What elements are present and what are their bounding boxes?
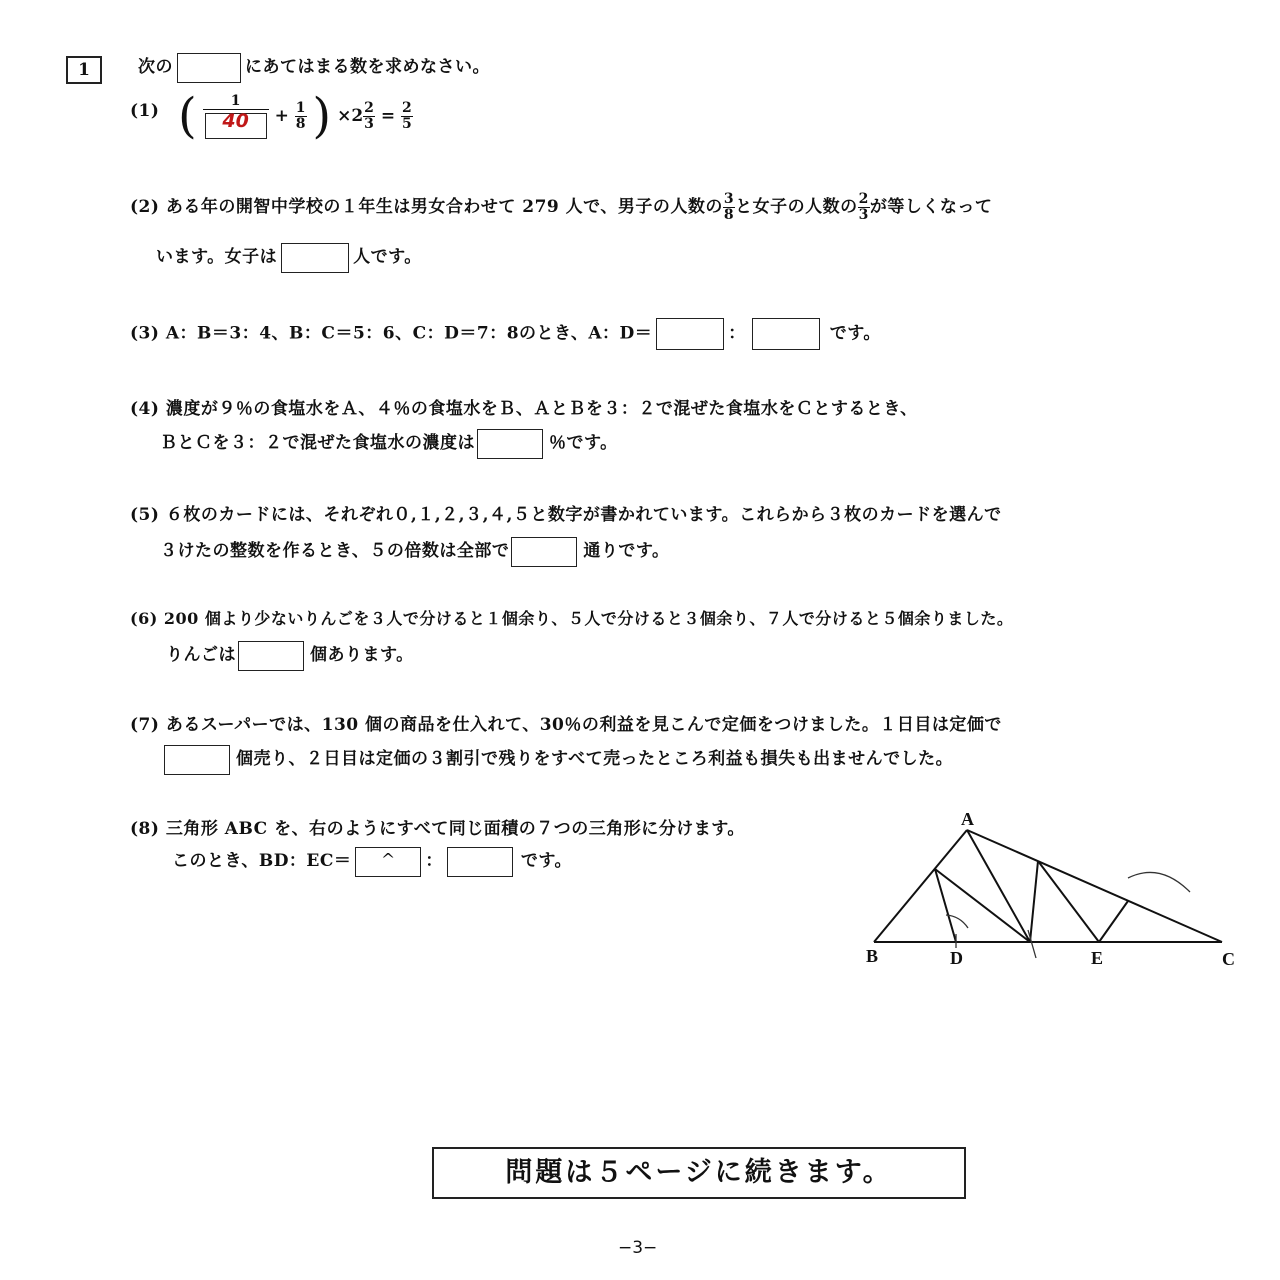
q6-label: (6) [130, 609, 158, 628]
q1-expression [178, 88, 413, 144]
q1-left-paren: ( [178, 88, 197, 144]
q4-answer-box [477, 429, 543, 459]
q2-fraction-a: $\frac{3}{8}$ [723, 191, 735, 223]
q7-answer-box [164, 745, 230, 775]
q7-line2: 個売り、２日目は定価の３割引で残りをすべて売ったところ利益も損失も出ませんでした。 [164, 744, 953, 775]
pencil-scribble-top [1128, 872, 1190, 892]
vertex-label-c: C [1222, 949, 1235, 969]
q1-fraction-1 [203, 94, 269, 139]
q6-answer-box [238, 641, 304, 671]
vertex-label-a: A [961, 809, 974, 829]
q1-handwritten-answer: 40 [222, 109, 249, 132]
q1-plus: + [274, 106, 289, 126]
q2-fraction-b: $\frac{2}{3}$ [858, 191, 869, 223]
segment-ab-pt-to-cut [935, 869, 1030, 942]
point-label-d: D [950, 948, 963, 968]
q8-line1: (8) 三角形 ABC を、右のようにすべて同じ面積の７つの三角形に分けます。 [130, 819, 745, 839]
q1-label: (1) [130, 101, 160, 121]
q1-answer-box [205, 109, 267, 139]
pencil-tick-cut [1028, 930, 1036, 958]
q8-pencil-mark: ^ [381, 849, 396, 870]
q1-frac1-numerator: 1 [203, 94, 269, 110]
q5-answer-box [511, 537, 577, 567]
q8-answer-box-1 [355, 847, 421, 877]
q8-answer-box-2 [447, 847, 513, 877]
q7-label: (7) [130, 715, 160, 735]
section-number: 1 [78, 60, 90, 80]
page-number: −3− [618, 1238, 658, 1258]
instruction-answer-box [177, 53, 241, 83]
triangle-figure [850, 800, 1250, 980]
segment-ac-pt-to-e [1038, 861, 1099, 942]
segment-ac-pt2-to-e [1099, 901, 1128, 942]
continuation-notice: 問題は５ページに続きます。 [432, 1147, 966, 1199]
q5-label: (5) [130, 505, 160, 525]
q1-right-paren: ) [312, 88, 332, 144]
vertex-label-b: B [866, 946, 879, 966]
q2-line1: (2) ある年の開智中学校の１年生は男女合わせて 279 人で、男子の人数の $\frac{3}{8}$ と女子の人数の $\frac{2}{3}$ が等しくなって [130, 191, 993, 223]
q4-line1: (4) 濃度が９％の食塩水をＡ、４％の食塩水をＢ、ＡとＢを３：２で混ぜた食塩水をＣとするとき、 [130, 399, 918, 419]
q1-times-whole: ×2 [337, 106, 364, 126]
q7-line1: (7) あるスーパーでは、130 個の商品を仕入れて、30％の利益を見こんで定価をつけました。１日目は定価で [130, 715, 1002, 735]
q8-label: (8) [130, 819, 160, 839]
segment-a-to-cut [967, 830, 1030, 942]
q2-line2: います。女子は 人です。 [156, 242, 422, 273]
section-number-box [66, 56, 102, 84]
q4-line2: ＢとＣを３：２で混ぜた食塩水の濃度は ％です。 [160, 428, 618, 459]
edge-ab [874, 830, 967, 942]
q1-fraction-2: $\frac{1}{8}$ [295, 99, 306, 132]
q5-line2: ３けたの整数を作るとき、５の倍数は全部で 通りです。 [160, 536, 669, 567]
q1-fraction-4: $\frac{2}{5}$ [402, 99, 412, 132]
q4-label: (4) [130, 399, 160, 419]
q3-answer-box-1 [656, 318, 724, 350]
q2-label: (2) [130, 197, 160, 217]
segment-ac-pt-to-cut [1030, 861, 1038, 942]
q5-line1: (5) ６枚のカードには、それぞれ０,１,２,３,４,５と数字が書かれています。これらから３枚のカードを選んで [130, 505, 1002, 525]
q3-line: (3) A：B＝3：4、B：C＝5：6、C：D＝7：8のとき、A：D＝ ： です。 [130, 318, 881, 350]
point-label-e: E [1091, 948, 1104, 968]
segment-ab-pt-to-d [935, 869, 956, 942]
section-instruction: 次の にあてはまる数を求めなさい。 [138, 52, 490, 83]
q1-fraction-3: $\frac{2}{3}$ [364, 99, 374, 132]
q2-answer-box [281, 243, 349, 273]
q1-equals: = [380, 106, 396, 126]
q8-line2: このとき、BD：EC＝ ^ ： です。 [172, 846, 572, 877]
q3-answer-box-2 [752, 318, 820, 350]
q6-line2: りんごは 個あります。 [166, 640, 414, 671]
q3-label: (3) [130, 323, 160, 344]
q6-line1: (6) 200 個より少ないりんごを３人で分けると１個余り、５人で分けると３個余り、７人で分けると５個余りました。 [130, 609, 1014, 628]
